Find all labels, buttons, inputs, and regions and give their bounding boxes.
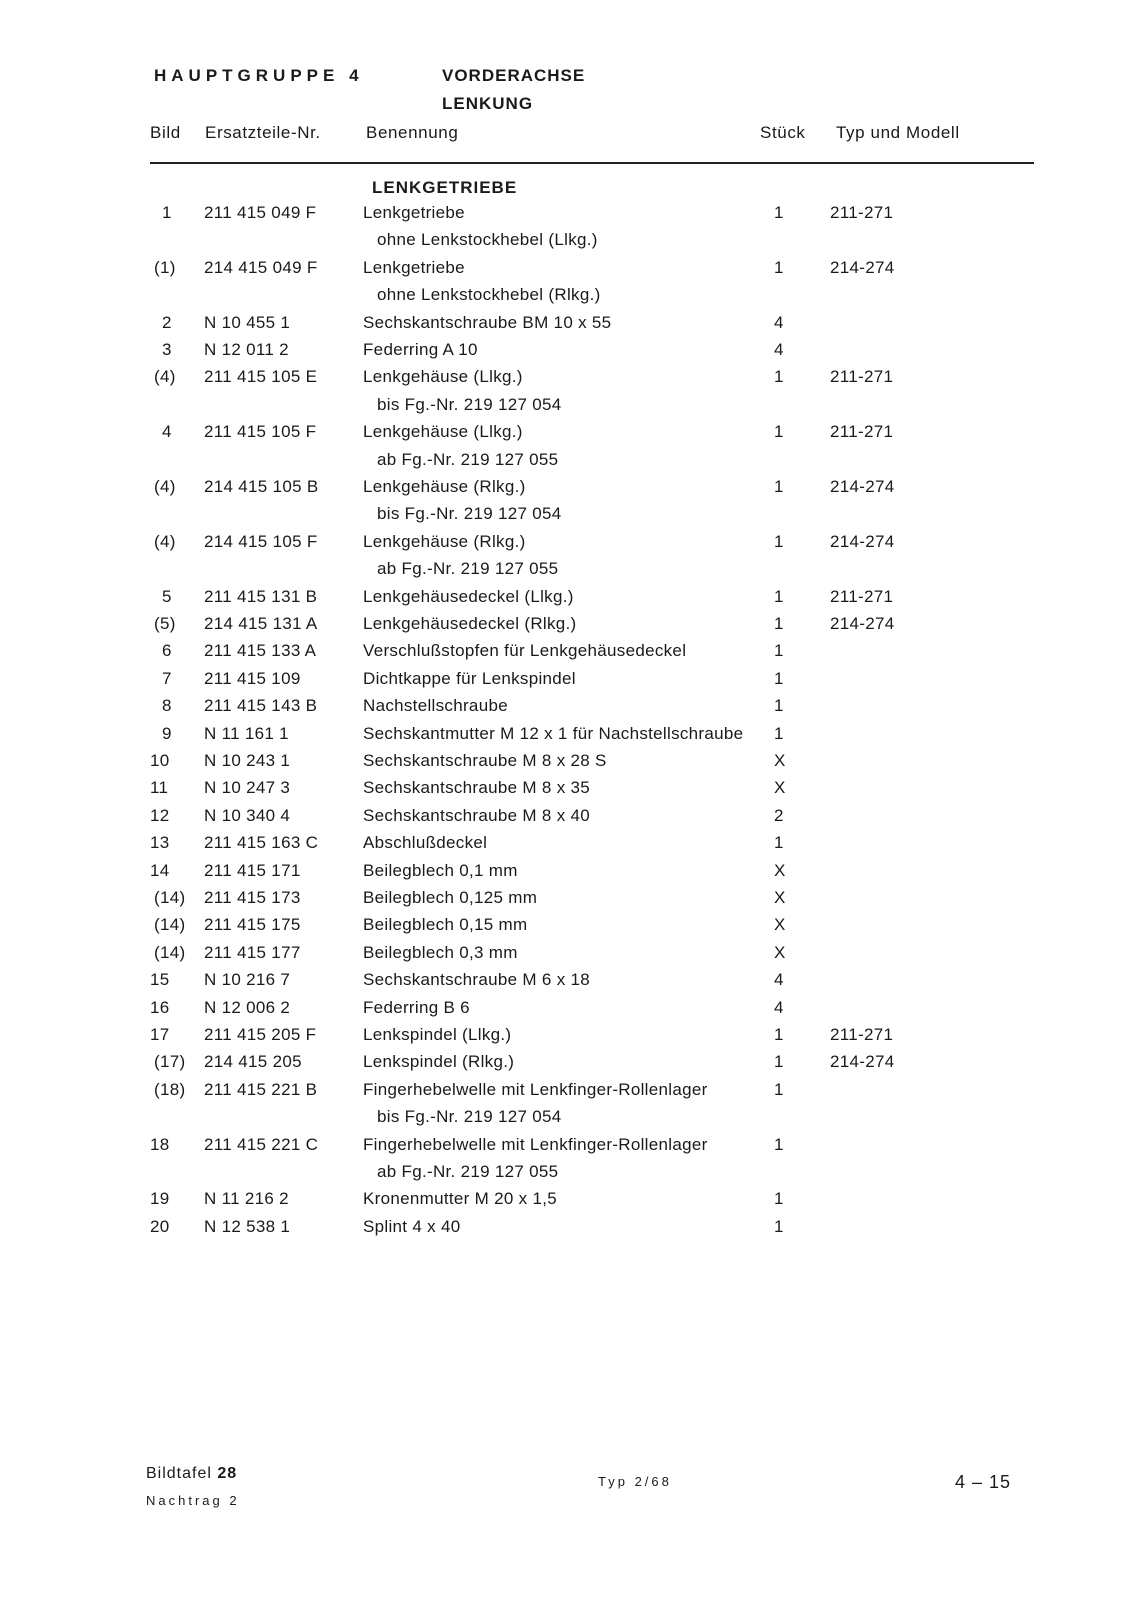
bild-number: 11: [150, 778, 169, 797]
quantity: 1: [774, 1217, 784, 1236]
part-name: Sechskantschraube M 8 x 28 S: [363, 751, 607, 770]
part-number: N 12 006 2: [204, 998, 291, 1017]
quantity: 4: [774, 998, 784, 1017]
model-type: 211-271: [830, 422, 894, 441]
part-name: Sechskantschraube M 8 x 35: [363, 778, 591, 797]
supplement-label: Nachtrag 2: [146, 1493, 240, 1508]
part-number: N 11 216 2: [204, 1189, 289, 1208]
quantity: 1: [774, 587, 784, 606]
model-type: 214-274: [830, 532, 895, 551]
bild-number: 15: [150, 970, 170, 989]
part-name: Lenkgehäuse (Rlkg.): [363, 477, 526, 496]
quantity: 1: [774, 696, 784, 715]
quantity: 2: [774, 806, 784, 825]
part-number: 211 415 105 F: [204, 422, 317, 441]
bild-number: 2: [162, 313, 172, 332]
bild-number: (1): [154, 258, 176, 277]
part-name: Splint 4 x 40: [363, 1217, 461, 1236]
part-name: Sechskantschraube M 8 x 40: [363, 806, 591, 825]
part-name: Lenkgehäuse (Llkg.): [363, 367, 523, 386]
column-name: Benennung: [366, 123, 459, 142]
quantity: X: [774, 888, 786, 907]
bild-number: 7: [162, 669, 172, 688]
bild-number: 20: [150, 1217, 170, 1236]
part-name: Sechskantschraube BM 10 x 55: [363, 313, 612, 332]
column-part-number: Ersatzteile-Nr.: [205, 123, 321, 142]
bild-number: 3: [162, 340, 172, 359]
part-number: 211 415 109: [204, 669, 301, 688]
part-name: Sechskantmutter M 12 x 1 für Nachstellschraube: [363, 724, 744, 743]
part-name: Federring A 10: [363, 340, 478, 359]
part-name: Kronenmutter M 20 x 1,5: [363, 1189, 557, 1208]
part-name: Lenkgetriebe: [363, 258, 465, 277]
bild-number: (17): [154, 1052, 186, 1071]
part-number: 211 415 143 B: [204, 696, 318, 715]
part-number: 211 415 177: [204, 943, 301, 962]
part-name: Lenkgetriebe: [363, 203, 465, 222]
part-note: ab Fg.-Nr. 219 127 055: [377, 1162, 559, 1181]
model-type: 211-271: [830, 367, 894, 386]
group-title: VORDERACHSE: [442, 66, 586, 85]
quantity: 1: [774, 203, 784, 222]
bild-number: (14): [154, 943, 186, 962]
plate-label: Bildtafel: [146, 1465, 212, 1482]
bild-number: (4): [154, 532, 176, 551]
bild-number: 16: [150, 998, 170, 1017]
part-name: Beilegblech 0,1 mm: [363, 861, 518, 880]
part-number: 211 415 205 F: [204, 1025, 317, 1044]
part-name: Nachstellschraube: [363, 696, 508, 715]
model-type: 211-271: [830, 587, 894, 606]
quantity: 1: [774, 669, 784, 688]
bild-number: 14: [150, 861, 170, 880]
quantity: 1: [774, 1025, 784, 1044]
part-note: ab Fg.-Nr. 219 127 055: [377, 450, 559, 469]
group-subtitle: LENKUNG: [442, 94, 534, 113]
quantity: 1: [774, 477, 784, 496]
quantity: 1: [774, 532, 784, 551]
part-number: 214 415 205: [204, 1052, 302, 1071]
model-type: 211-271: [830, 1025, 894, 1044]
model-type: 214-274: [830, 258, 895, 277]
quantity: X: [774, 861, 786, 880]
main-group-label: HAUPTGRUPPE 4: [154, 66, 364, 85]
part-name: Lenkgehäuse (Llkg.): [363, 422, 523, 441]
part-number: 211 415 221 C: [204, 1135, 319, 1154]
part-number: 211 415 131 B: [204, 587, 318, 606]
page-number: 4 – 15: [955, 1472, 1012, 1492]
part-number: N 10 340 4: [204, 806, 291, 825]
quantity: 1: [774, 258, 784, 277]
bild-number: (14): [154, 888, 186, 907]
quantity: X: [774, 751, 786, 770]
part-name: Beilegblech 0,3 mm: [363, 943, 518, 962]
bild-number: 5: [162, 587, 172, 606]
part-number: 214 415 049 F: [204, 258, 318, 277]
quantity: 1: [774, 641, 784, 660]
part-name: Fingerhebelwelle mit Lenkfinger-Rollenlager: [363, 1080, 708, 1099]
quantity: 4: [774, 340, 784, 359]
part-name: Fingerhebelwelle mit Lenkfinger-Rollenlager: [363, 1135, 708, 1154]
part-name: Sechskantschraube M 6 x 18: [363, 970, 591, 989]
part-note: ohne Lenkstockhebel (Llkg.): [377, 230, 598, 249]
part-name: Lenkgehäuse (Rlkg.): [363, 532, 526, 551]
bild-number: (4): [154, 367, 176, 386]
part-note: bis Fg.-Nr. 219 127 054: [377, 1107, 562, 1126]
part-name: Abschlußdeckel: [363, 833, 488, 852]
bild-number: 17: [150, 1025, 170, 1044]
model-type: 214-274: [830, 1052, 895, 1071]
quantity: 1: [774, 1135, 784, 1154]
column-bild: Bild: [150, 123, 181, 142]
quantity: 1: [774, 367, 784, 386]
part-number: N 11 161 1: [204, 724, 289, 743]
column-model: Typ und Modell: [836, 123, 960, 142]
quantity: 1: [774, 614, 784, 633]
section-title: LENKGETRIEBE: [372, 178, 518, 197]
part-number: 214 415 131 A: [204, 614, 318, 633]
part-name: Beilegblech 0,15 mm: [363, 915, 528, 934]
part-number: 214 415 105 F: [204, 532, 318, 551]
bild-number: 9: [162, 724, 172, 743]
bild-number: 13: [150, 833, 170, 852]
type-date: Typ 2/68: [598, 1474, 672, 1489]
part-number: N 12 538 1: [204, 1217, 291, 1236]
model-type: 211-271: [830, 203, 894, 222]
part-number: N 12 011 2: [204, 340, 289, 359]
bild-number: 10: [150, 751, 170, 770]
column-quantity: Stück: [760, 123, 806, 142]
bild-number: 12: [150, 806, 170, 825]
bild-number: 4: [162, 422, 172, 441]
part-note: ohne Lenkstockhebel (Rlkg.): [377, 285, 601, 304]
bild-number: (4): [154, 477, 176, 496]
model-type: 214-274: [830, 614, 895, 633]
part-name: Lenkgehäusedeckel (Rlkg.): [363, 614, 577, 633]
part-number: 214 415 105 B: [204, 477, 319, 496]
part-note: bis Fg.-Nr. 219 127 054: [377, 395, 562, 414]
part-name: Beilegblech 0,125 mm: [363, 888, 538, 907]
part-number: N 10 216 7: [204, 970, 291, 989]
quantity: 1: [774, 833, 784, 852]
plate-number: 28: [217, 1465, 238, 1482]
bild-number: 8: [162, 696, 172, 715]
part-name: Dichtkappe für Lenkspindel: [363, 669, 576, 688]
quantity: 4: [774, 313, 784, 332]
part-number: 211 415 133 A: [204, 641, 317, 660]
quantity: 1: [774, 724, 784, 743]
part-number: N 10 455 1: [204, 313, 291, 332]
part-name: Verschlußstopfen für Lenkgehäusedeckel: [363, 641, 687, 660]
quantity: 4: [774, 970, 784, 989]
part-name: Lenkgehäusedeckel (Llkg.): [363, 587, 574, 606]
bild-number: 18: [150, 1135, 170, 1154]
quantity: X: [774, 778, 786, 797]
model-type: 214-274: [830, 477, 895, 496]
part-number: 211 415 105 E: [204, 367, 318, 386]
quantity: 1: [774, 1052, 784, 1071]
bild-number: 6: [162, 641, 172, 660]
quantity: 1: [774, 422, 784, 441]
quantity: X: [774, 943, 786, 962]
part-number: N 10 243 1: [204, 751, 291, 770]
part-name: Lenkspindel (Rlkg.): [363, 1052, 515, 1071]
quantity: 1: [774, 1080, 784, 1099]
bild-number: (5): [154, 614, 176, 633]
part-number: 211 415 049 F: [204, 203, 317, 222]
plate-reference: [146, 1465, 237, 1483]
bild-number: 1: [162, 203, 172, 222]
bild-number: 19: [150, 1189, 170, 1208]
bild-number: (18): [154, 1080, 186, 1099]
part-name: Federring B 6: [363, 998, 470, 1017]
part-number: 211 415 163 C: [204, 833, 319, 852]
part-note: bis Fg.-Nr. 219 127 054: [377, 504, 562, 523]
part-name: Lenkspindel (Llkg.): [363, 1025, 512, 1044]
quantity: X: [774, 915, 786, 934]
part-number: N 10 247 3: [204, 778, 291, 797]
bild-number: (14): [154, 915, 186, 934]
part-number: 211 415 171: [204, 861, 301, 880]
part-number: 211 415 175: [204, 915, 301, 934]
part-note: ab Fg.-Nr. 219 127 055: [377, 559, 559, 578]
part-number: 211 415 173: [204, 888, 301, 907]
quantity: 1: [774, 1189, 784, 1208]
part-number: 211 415 221 B: [204, 1080, 318, 1099]
